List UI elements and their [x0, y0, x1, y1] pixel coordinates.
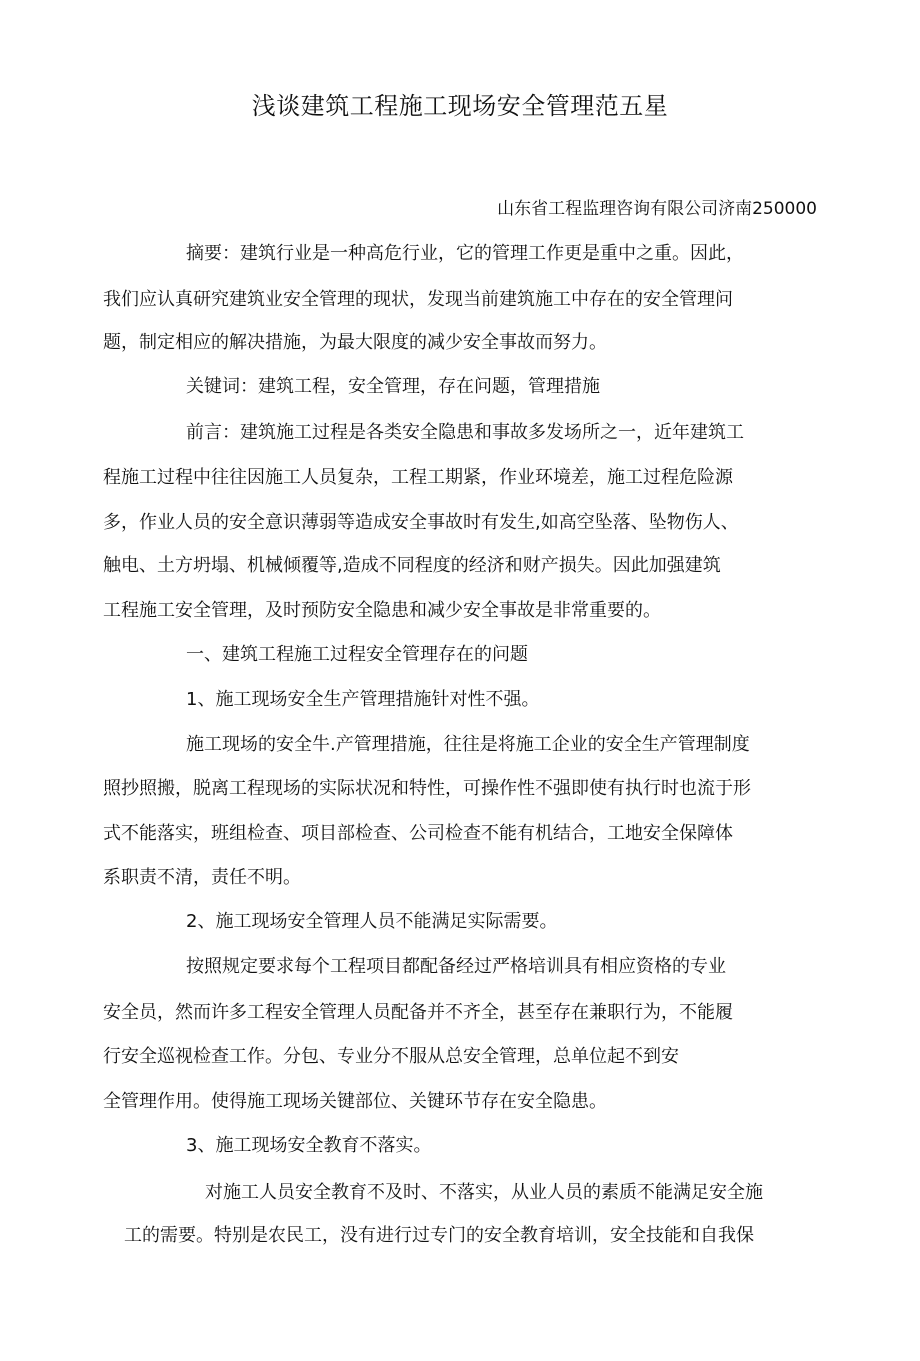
para-2-line-4: 全管理作用。使得施工现场关键部位、关键环节存在安全隐患。 [103, 1091, 607, 1112]
para-2-line-3: 行安全巡视检查工作。分包、专业分不服从总安全管理，总单位起不到安 [103, 1046, 679, 1067]
preface-line-4: 触电、土方坍塌、机械倾覆等,造成不同程度的经济和财产损失。因此加强建筑 [103, 555, 721, 576]
preface-line-2: 程施工过程中往往因施工人员复杂，工程工期紧，作业环境差，施工过程危险源 [103, 467, 733, 488]
para-2-line-2: 安全员，然而许多工程安全管理人员配备并不齐全，甚至存在兼职行为，不能履 [103, 1002, 733, 1023]
abstract-line-3: 题，制定相应的解决措施，为最大限度的减少安全事故而努力。 [103, 332, 607, 353]
preface-line-1: 前言：建筑施工过程是各类安全隐患和事故多发场所之一，近年建筑工 [186, 422, 744, 443]
document-title: 浅谈建筑工程施工现场安全管理范五星 [251, 92, 669, 120]
abstract-line-1: 摘要：建筑行业是一种高危行业，它的管理工作更是重中之重。因此， [186, 243, 744, 264]
para-3-line-2: 工的需要。特别是农民工，没有进行过专门的安全教育培训，安全技能和自我保 [124, 1225, 754, 1246]
author-affiliation: 山东省工程监理咨询有限公司济南250000 [497, 199, 817, 219]
para-1-line-4: 系职责不清，责任不明。 [103, 867, 301, 888]
abstract-line-2: 我们应认真研究建筑业安全管理的现状，发现当前建筑施工中存在的安全管理问 [103, 289, 733, 310]
para-1-line-1: 施工现场的安全牛.产管理措施，往往是将施工企业的安全生产管理制度 [186, 734, 750, 755]
section-heading-1: 一、建筑工程施工过程安全管理存在的问题 [186, 644, 528, 665]
subheading-3: 3、施工现场安全教育不落实。 [186, 1135, 432, 1156]
para-2-line-1: 按照规定要求每个工程项目都配备经过严格培训具有相应资格的专业 [186, 956, 726, 977]
subheading-1: 1、施工现场安全生产管理措施针对性不强。 [186, 689, 540, 710]
subheading-2: 2、施工现场安全管理人员不能满足实际需要。 [186, 911, 558, 932]
keywords-line: 关键词：建筑工程，安全管理，存在问题，管理措施 [186, 376, 600, 397]
para-1-line-2: 照抄照搬，脱离工程现场的实际状况和特性，可操作性不强即使有执行时也流于形 [103, 778, 751, 799]
preface-line-5: 工程施工安全管理，及时预防安全隐患和减少安全事故是非常重要的。 [103, 600, 661, 621]
para-1-line-3: 式不能落实，班组检查、项目部检查、公司检查不能有机结合，工地安全保障体 [103, 823, 733, 844]
para-3-line-1: 对施工人员安全教育不及时、不落实，从业人员的素质不能满足安全施 [205, 1182, 763, 1203]
preface-line-3: 多，作业人员的安全意识薄弱等造成安全事故时有发生,如高空坠落、坠物伤人、 [103, 512, 739, 533]
